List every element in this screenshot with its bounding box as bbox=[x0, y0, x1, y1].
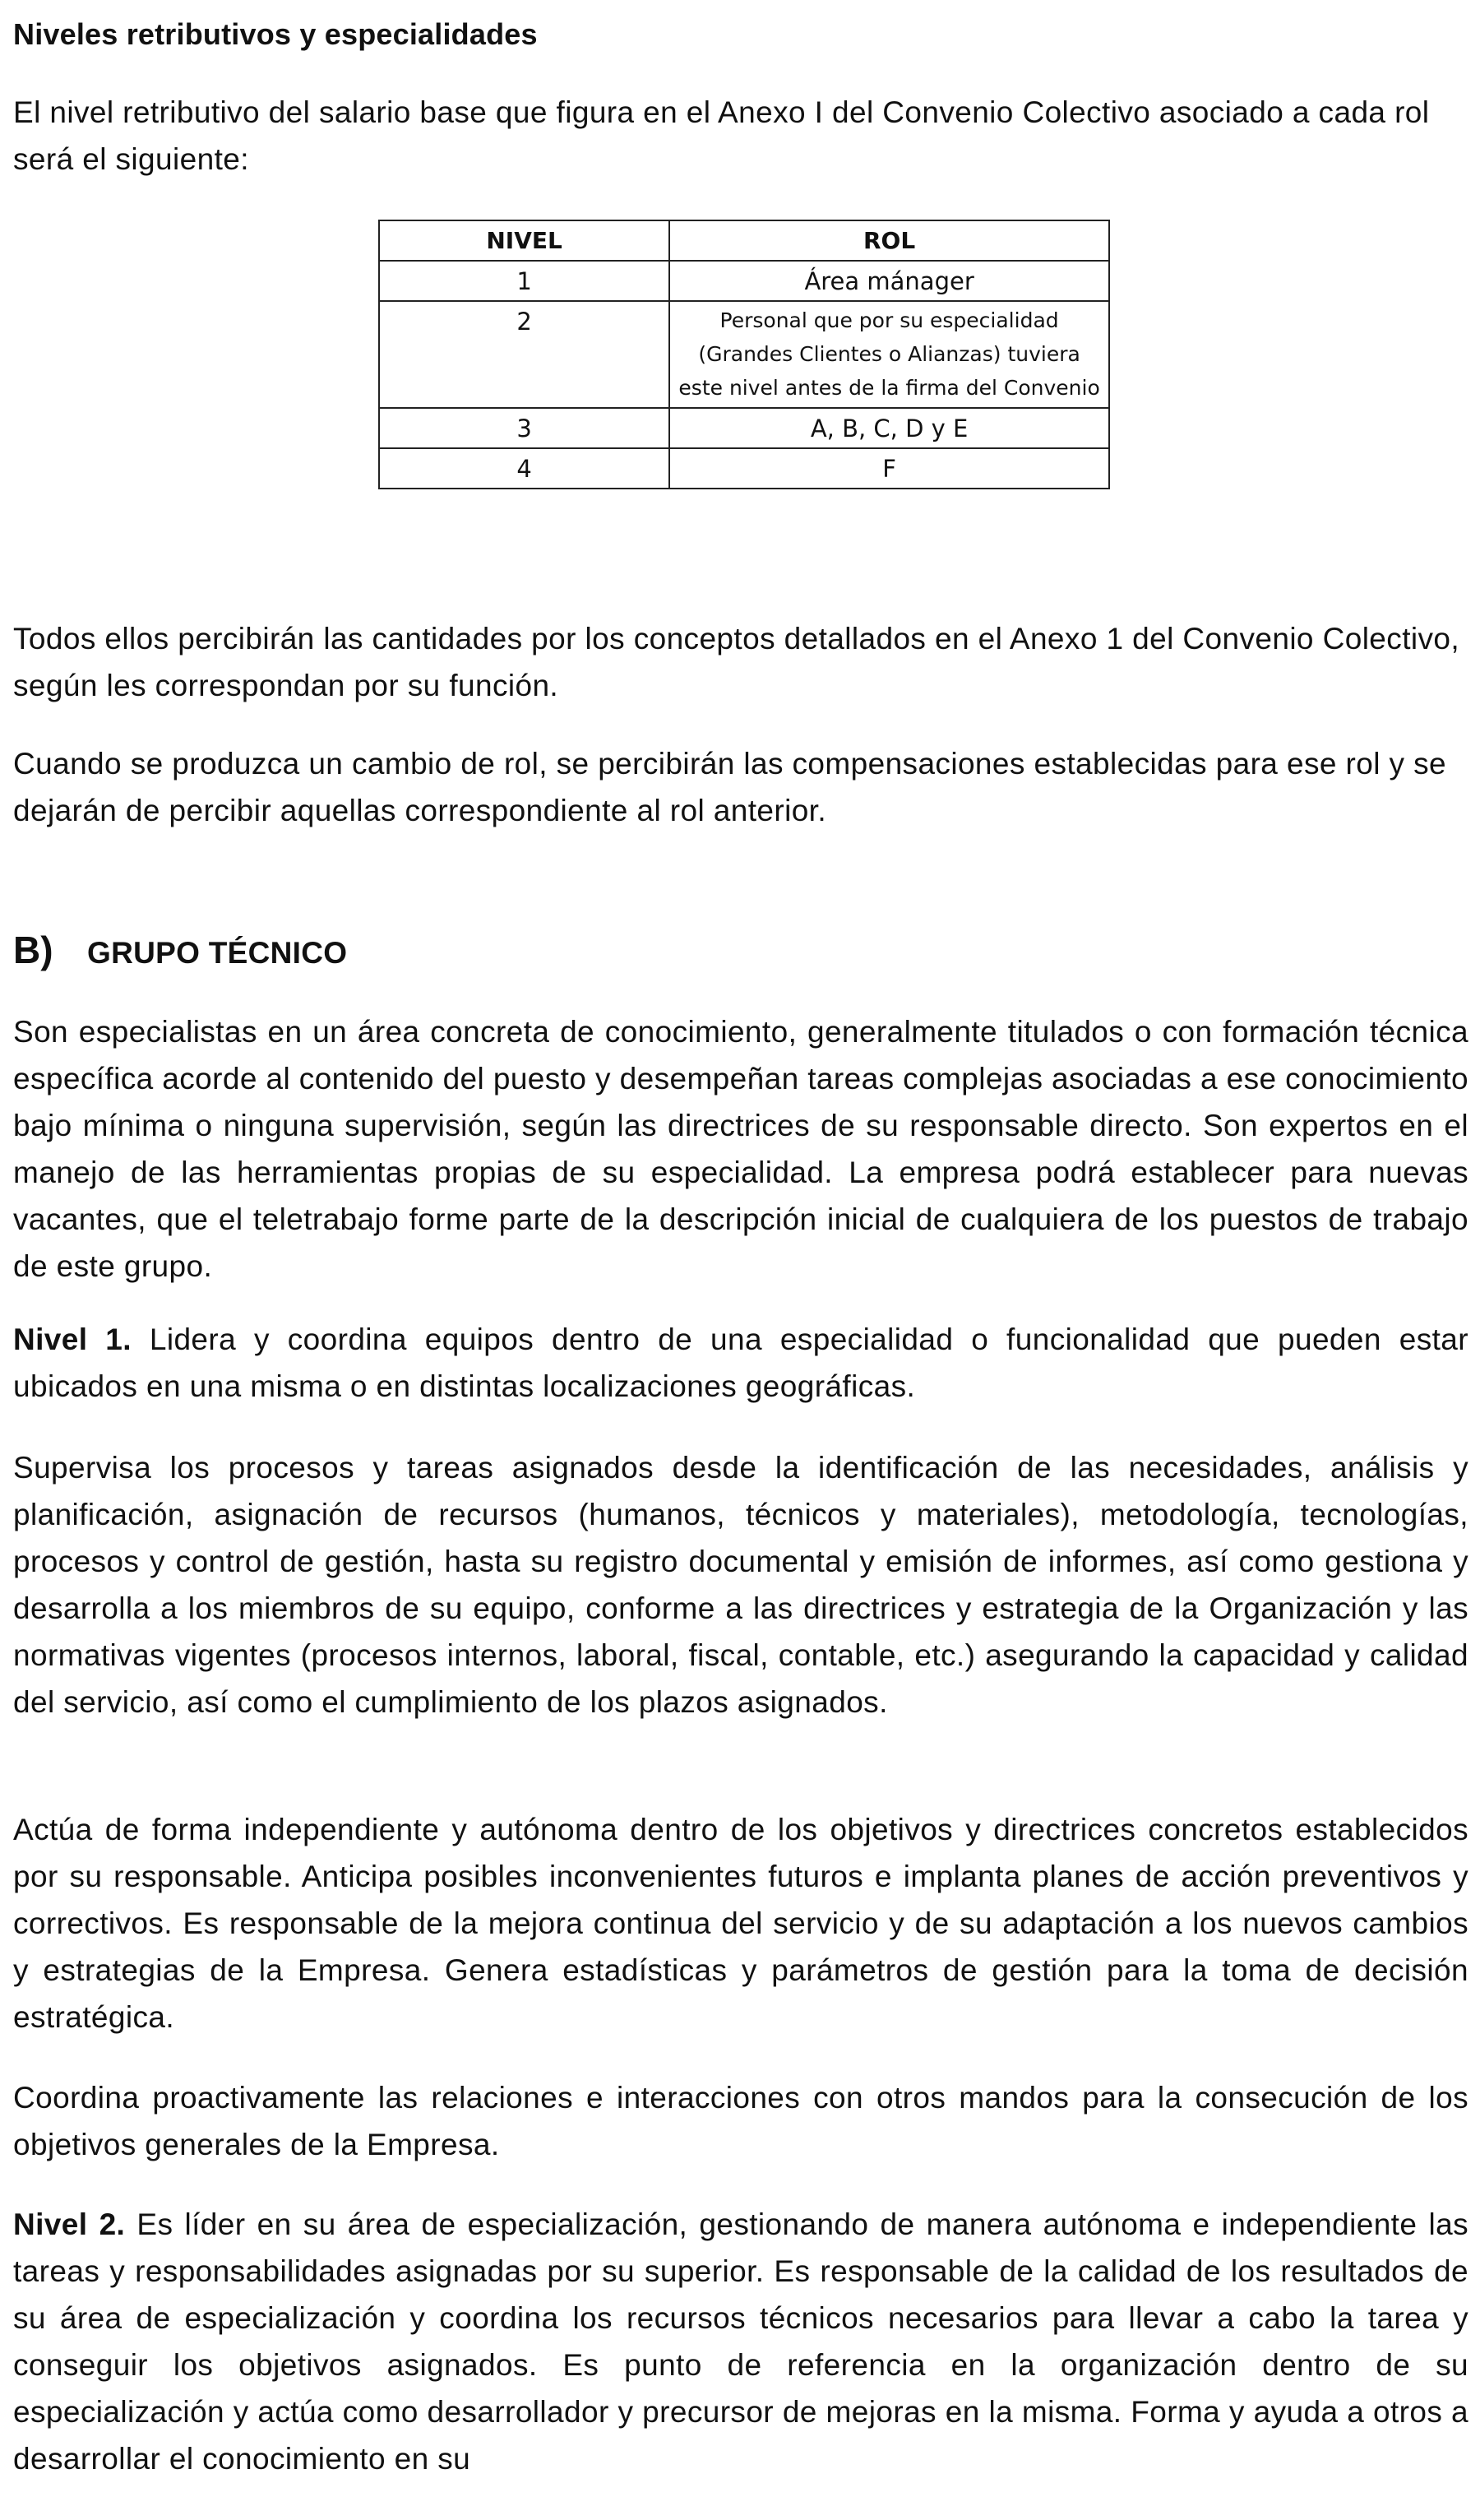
table-cell-rol: F bbox=[669, 448, 1109, 489]
table-row bbox=[379, 408, 1109, 448]
nivel-1-supervision: Supervisa los procesos y tareas asignados desde la identificación de las necesidades, análisis y planificación, asignación de recursos (humanos, técnicos y materiales), metodología, tecnologías, procesos y control de gestión, hasta su registro documental y emisión de informes, así como gestiona y desarrolla a los miembros de su equipo, conforme a las directrices y estrategia de la Organización y las normativas vigentes (procesos internos, laboral, fiscal, contable, etc.) asegurando la capacidad y calidad del servicio, así como el cumplimiento de los plazos asignados. bbox=[13, 1451, 1468, 1719]
salary-level-table bbox=[378, 220, 1110, 489]
nivel-1-autonomy: Actúa de forma independiente y autónoma dentro de los objetivos y directrices concretos establecidos por su responsable. Anticipa posibles inconvenientes futuros e implanta planes de acción preventivos y correctivos. Es responsable de la mejora continua del servicio y de su adaptación a los nuevos cambios y estrategias de la Empresa. Genera estadísticas y parámetros de gestión para la toma de decisión estratégica. bbox=[13, 1813, 1468, 2034]
table-header-rol: ROL bbox=[669, 220, 1109, 261]
table-row bbox=[379, 448, 1109, 489]
nivel-2-text: Es líder en su área de especialización, gestionando de manera autónoma e independiente las tareas y responsabilidades asignadas por su superior. Es responsable de la calidad de los resultados de su área de especialización y coordina los recursos técnicos necesarios para llevar a cabo la tarea y conseguir los objetivos asignados. Es punto de referencia en la organización dentro de su especialización y actúa como desarrollador y precursor de mejoras en la misma. Forma y ayuda a otros a desarrollar el conocimiento en su bbox=[13, 2207, 1468, 2476]
group-description: Son especialistas en un área concreta de conocimiento, generalmente titulados o con formación técnica específica acorde al contenido del puesto y desempeñan tareas complejas asociadas a ese conocimiento bajo mínima o ninguna supervisión, según las directrices de su responsable directo. Son expertos en el manejo de las herramientas propias de su especialidad. La empresa podrá establecer para nuevas vacantes, que el teletrabajo forme parte de la descripción inicial de cualquiera de los puestos de trabajo de este grupo. bbox=[13, 1015, 1468, 1283]
table-cell-rol: A, B, C, D y E bbox=[669, 408, 1109, 448]
section-b-heading bbox=[13, 929, 347, 974]
table-row bbox=[379, 301, 1109, 408]
intro-paragraph: El nivel retributivo del salario base que figura en el Anexo I del Convenio Colectivo asociado a cada rol será el siguiente: bbox=[13, 95, 1430, 176]
table-header-nivel: NIVEL bbox=[379, 220, 669, 261]
table-cell-nivel: 1 bbox=[379, 261, 669, 301]
table-header-row bbox=[379, 220, 1109, 261]
nivel-1-text: Lidera y coordina equipos dentro de una especialidad o funcionalidad que pueden estar ubicados en una misma o en distintas localizaciones geográficas. bbox=[13, 1323, 1468, 1403]
nivel-1-intro bbox=[13, 1316, 1468, 1410]
nivel-2-intro bbox=[13, 2201, 1468, 2482]
table-row bbox=[379, 261, 1109, 301]
section-letter: B) bbox=[13, 929, 53, 971]
table-cell-rol: Área mánager bbox=[669, 261, 1109, 301]
nivel-1-coordination: Coordina proactivamente las relaciones e interacciones con otros mandos para la consecución de los objetivos generales de la Empresa. bbox=[13, 2081, 1468, 2161]
section-heading: Niveles retributivos y especialidades bbox=[13, 17, 538, 51]
table-cell-rol: Personal que por su especialidad (Grandes Clientes o Alianzas) tuviera este nivel antes de la firma del Convenio bbox=[669, 301, 1109, 408]
nivel-1-label: Nivel 1. bbox=[13, 1323, 132, 1356]
section-title: GRUPO TÉCNICO bbox=[87, 936, 348, 970]
table-cell-nivel: 2 bbox=[379, 301, 669, 408]
paragraph-compensation: Todos ellos percibirán las cantidades por los conceptos detallados en el Anexo 1 del Convenio Colectivo, según les correspondan por su función. bbox=[13, 622, 1460, 702]
table-cell-nivel: 4 bbox=[379, 448, 669, 489]
paragraph-role-change: Cuando se produzca un cambio de rol, se percibirán las compensaciones establecidas para ese rol y se dejarán de percibir aquellas correspondiente al rol anterior. bbox=[13, 747, 1446, 827]
table-cell-nivel: 3 bbox=[379, 408, 669, 448]
nivel-2-label: Nivel 2. bbox=[13, 2207, 126, 2241]
